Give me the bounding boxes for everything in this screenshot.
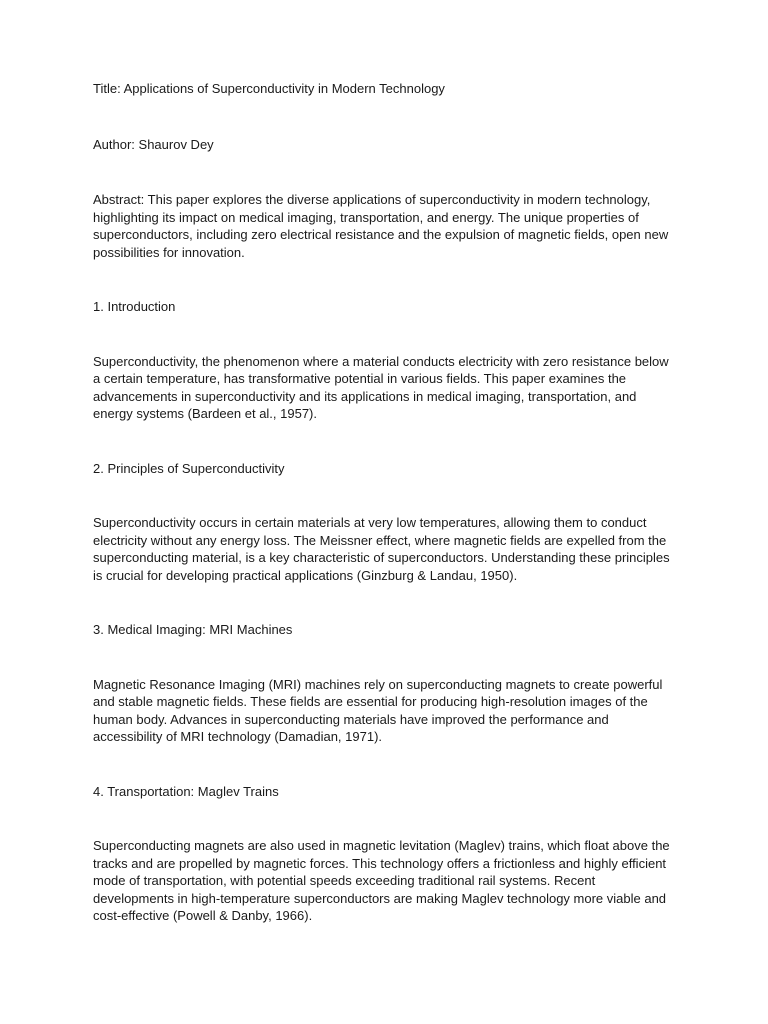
section-heading-principles: 2. Principles of Superconductivity (93, 460, 285, 476)
section-body-introduction: Superconductivity, the phenomenon where a material conducts electricity with zero resistance below a certain temperature, has transformative potential in various fields. This paper examines the advancements in superconductivity and its applications in medical imaging, transportation, and energy systems (Bardeen et al., 1957). (93, 353, 669, 421)
document-author: Author: Shaurov Dey (93, 136, 214, 152)
section-heading-mri: 3. Medical Imaging: MRI Machines (93, 622, 293, 637)
document-abstract: Abstract: This paper explores the diverse applications of superconductivity in modern technology, highlighting its impact on medical imaging, transportation, and energy. The unique properties of superconductors, including zero electrical resistance and the expulsion of magnetic fields, open new possibilities for innovation. (93, 192, 669, 260)
section-heading-maglev: 4. Transportation: Maglev Trains (93, 783, 279, 799)
section-body-mri: Magnetic Resonance Imaging (MRI) machines rely on superconducting magnets to create powerful and stable magnetic fields. These fields are essential for producing high-resolution images of the human body. Advances in superconducting materials have improved the performance and accessibility of MRI technology (Damadian, 1971). (93, 676, 663, 744)
section-body-principles: Superconductivity occurs in certain materials at very low temperatures, allowing them to conduct electricity without any energy loss. The Meissner effect, where magnetic fields are expelled from the superconducting material, is a key characteristic of superconductors. Understanding these principles is crucial for developing practical applications (Ginzburg & Landau, 1950). (93, 515, 670, 583)
section-heading-introduction: 1. Introduction (93, 299, 176, 314)
document-title: Title: Applications of Superconductivity in Modern Technology (93, 81, 445, 96)
document-page (93, 80, 678, 925)
section-body-maglev: Superconducting magnets are also used in magnetic levitation (Maglev) trains, which float above the tracks and are propelled by magnetic forces. This technology offers a frictionless and highly efficient mode of transportation, with potential speeds exceeding traditional rail systems. Recent developments in high-temperature superconductors are making Maglev technology more viable and cost-effective (Powell & Danby, 1966). (93, 838, 670, 923)
